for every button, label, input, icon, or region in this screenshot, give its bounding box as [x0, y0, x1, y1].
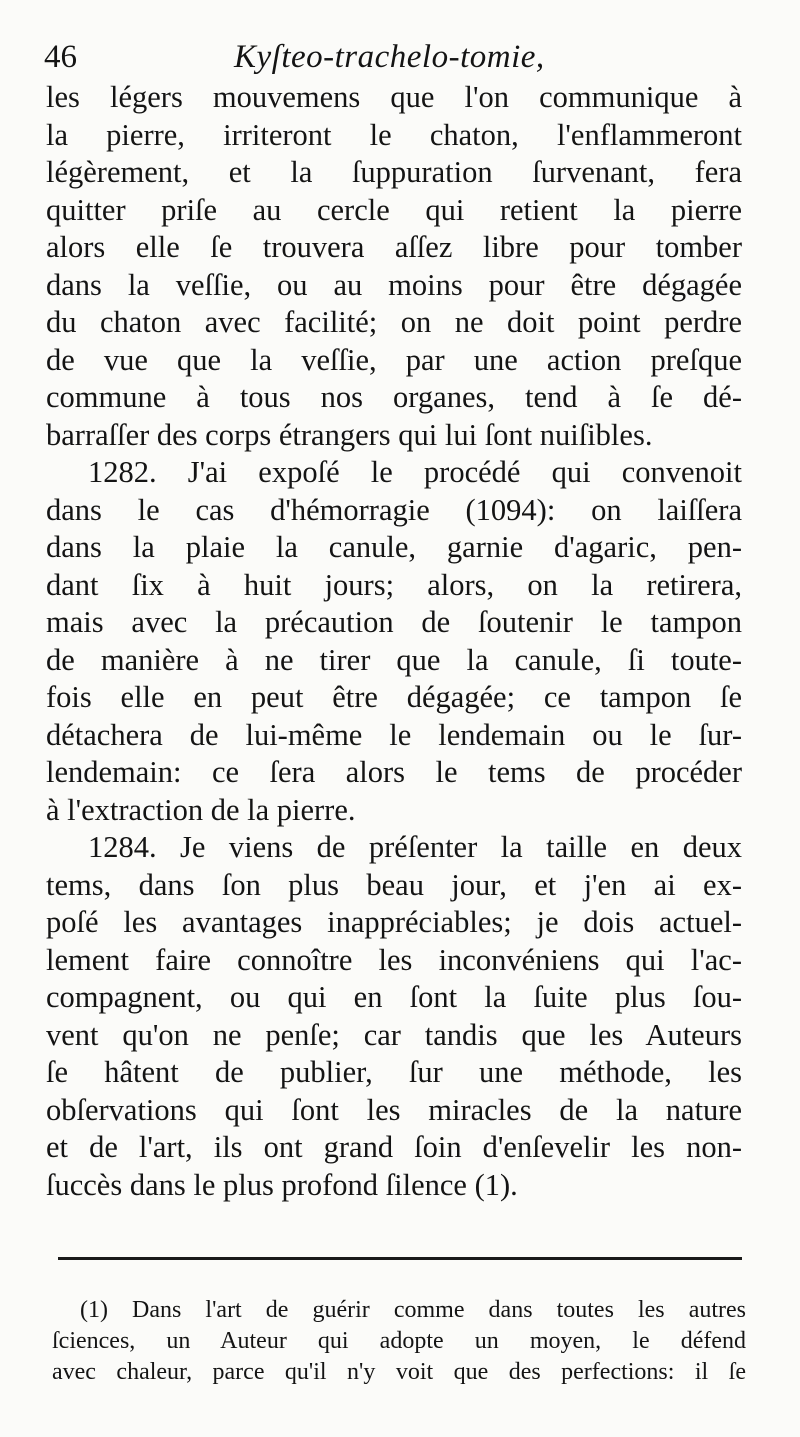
text-line: vent qu'on ne penſe; car tandis que les Auteurs [46, 1017, 742, 1052]
text-line: du chaton avec facilité; on ne doit point perdre [46, 305, 742, 339]
text-line: poſé les avantages inappréciables; je dois actuel- [46, 905, 742, 939]
text-line: et de l'art, ils ont grand ſoin d'enſevelir les non- [46, 1130, 742, 1164]
text-line: alors elle ſe trouvera aſſez libre pour tomber [46, 230, 742, 264]
text-line: barraſſer des corps étrangers qui lui ſont nuiſibles. [46, 417, 653, 452]
text-line: lement faire connoître les inconvéniens qui l'ac- [46, 942, 742, 977]
footnote-line: ſciences, un Auteur qui adopte un moyen, le défend [52, 1328, 746, 1354]
text-line: la pierre, irriteront le chaton, l'enflammeront [46, 117, 742, 152]
running-head [44, 34, 745, 80]
text-line: les légers mouvemens que l'on communique à [46, 80, 742, 114]
text-line: dans la veſſie, ou au moins pour être dégagée [46, 267, 742, 302]
text-line: dans la plaie la canule, garnie d'agaric, pen- [46, 530, 742, 564]
page-number: 46 [44, 39, 77, 75]
footnote-line: avec chaleur, parce qu'il n'y voit que des perfections: il ſe [52, 1359, 746, 1385]
footnote-line: (1) Dans l'art de guérir comme dans toutes les autres [80, 1297, 746, 1323]
text-line: commune à tous nos organes, tend à ſe dé- [46, 380, 742, 414]
text-line: dant ſix à huit jours; alors, on la retirera, [46, 567, 742, 602]
text-line: de manière à ne tirer que la canule, ſi toute- [46, 642, 742, 677]
footnote [52, 1295, 746, 1388]
text-line: de vue que la veſſie, par une action preſque [46, 342, 742, 377]
text-line: tems, dans ſon plus beau jour, et j'en ai ex- [46, 867, 742, 902]
text-line: ſuccès dans le plus profond ſilence (1). [46, 1167, 518, 1202]
text-line: dans le cas d'hémorragie (1094): on laiſſera [46, 492, 742, 527]
text-line: mais avec la précaution de ſoutenir le tampon [46, 605, 742, 639]
text-line: lendemain: ce ſera alors le tems de procéder [46, 755, 742, 789]
text-line: obſervations qui ſont les miracles de la nature [46, 1092, 742, 1127]
text-line: légèrement, et la ſuppuration ſurvenant, fera [46, 155, 742, 189]
text-line: 1284. Je viens de préſenter la taille en deux [88, 830, 742, 864]
text-line: détachera de lui-même le lendemain ou le ſur- [46, 717, 742, 752]
text-line: fois elle en peut être dégagée; ce tampon ſe [46, 680, 742, 714]
text-line: à l'extraction de la pierre. [46, 792, 356, 827]
running-title: Kyſteo-trachelo-tomie, [234, 39, 545, 75]
paragraph-continuation [46, 79, 742, 454]
paragraph-1282 [46, 454, 742, 829]
text-line: compagnent, ou qui en ſont la ſuite plus ſou- [46, 980, 742, 1014]
text-line: quitter priſe au cercle qui retient la pierre [46, 192, 742, 227]
footnote-divider [58, 1257, 742, 1260]
body-text [46, 79, 742, 1204]
paragraph-1284 [46, 829, 742, 1204]
text-line: ſe hâtent de publier, ſur une méthode, les [46, 1055, 742, 1089]
text-line: 1282. J'ai expoſé le procédé qui convenoit [88, 455, 742, 489]
